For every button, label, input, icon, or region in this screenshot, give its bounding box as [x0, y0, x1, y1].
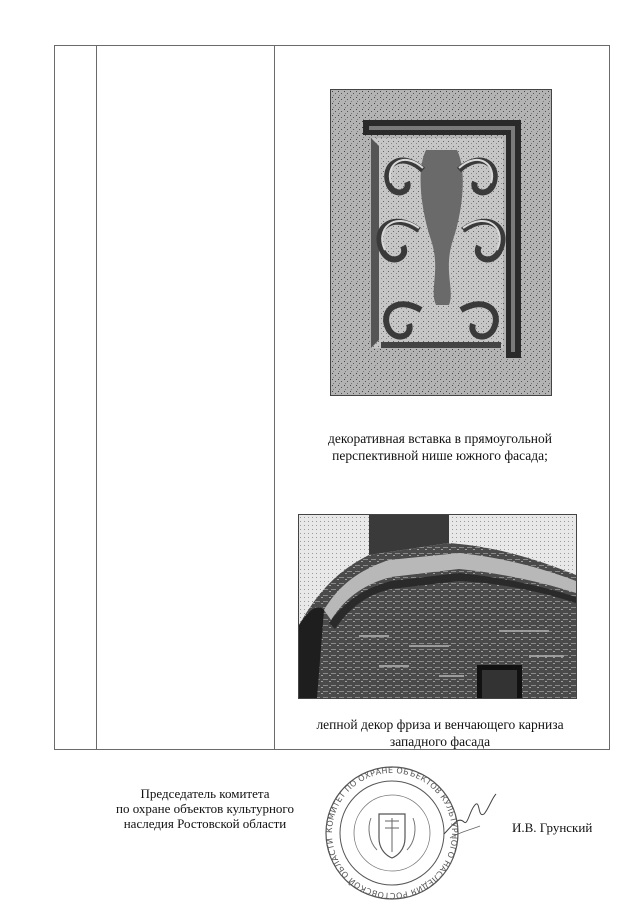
photo2-caption: лепной декор фриза и венчающего карниза западного фасада	[316, 717, 564, 749]
coat-of-arms-icon	[369, 814, 415, 858]
column-divider-1	[96, 46, 97, 749]
position-line-3: наследия Ростовской области	[123, 816, 287, 831]
position-line-2: по охране объектов культурного	[116, 801, 294, 816]
handwritten-signature	[440, 786, 500, 846]
photo-decorative-insert	[330, 89, 552, 396]
column-divider-2	[274, 46, 275, 749]
signatory-position	[100, 786, 310, 831]
photo1-caption: декоративная вставка в прямоугольной перспективной нише южного фасада;	[328, 431, 552, 463]
photo-frieze-cornice	[298, 514, 577, 699]
position-line-1: Председатель комитета	[140, 786, 270, 801]
signatory-name: И.В. Грунский	[512, 820, 593, 835]
seal-ring-text: КОМИТЕТ ПО ОХРАНЕ ОБЪЕКТОВ КУЛЬТУРНОГО НАСЛЕДИЯ РОСТОВСКОЙ ОБЛАСТИ	[324, 766, 460, 900]
